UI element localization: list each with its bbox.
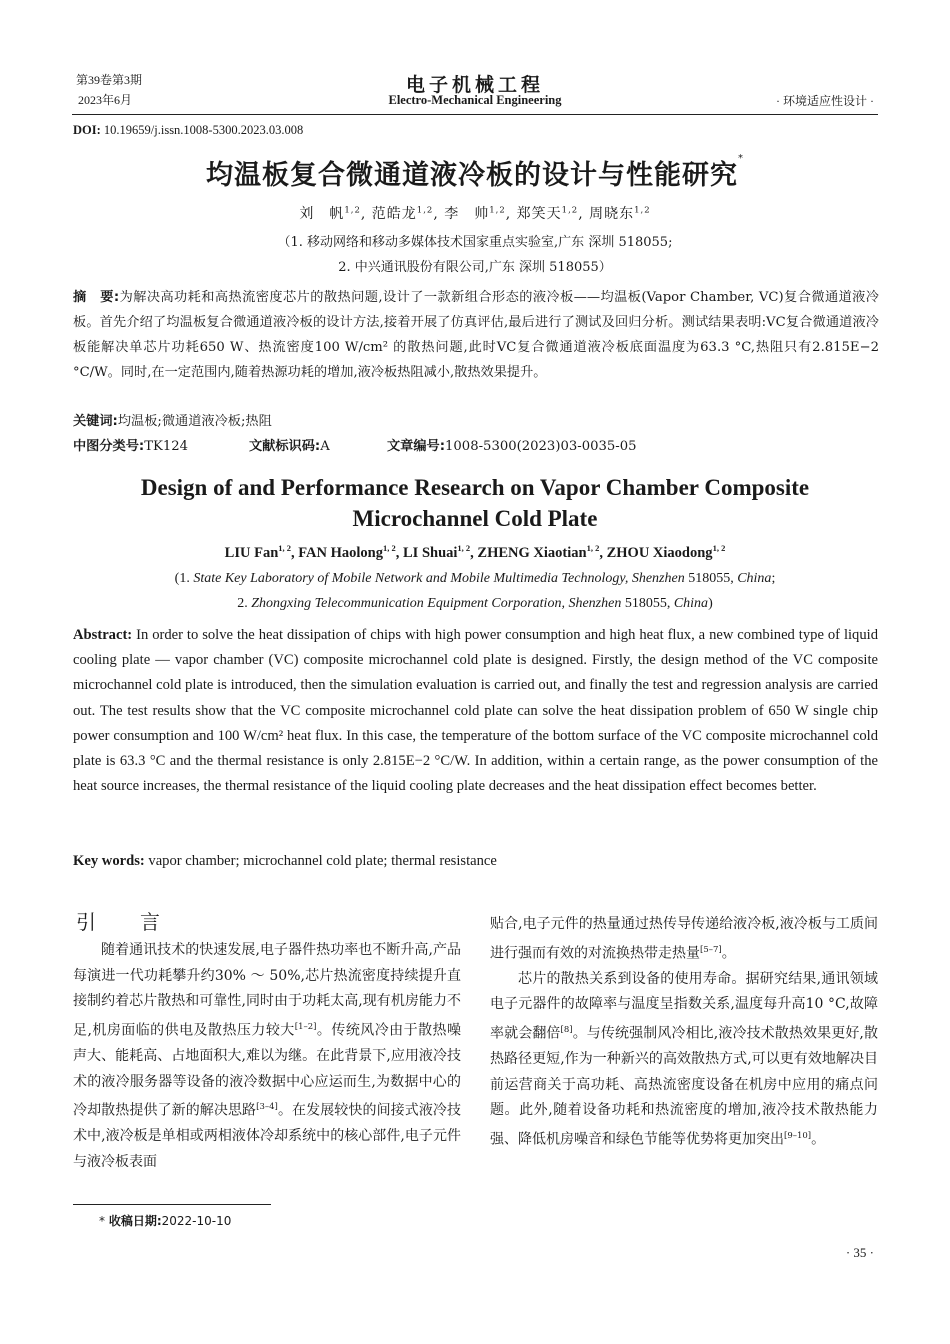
author-cn-aff: 1,2 (634, 205, 651, 216)
title-cn (0, 153, 950, 192)
author-en-aff: 1, 2 (586, 543, 600, 553)
author-en-aff: 1, 2 (383, 543, 396, 553)
doc-code (249, 436, 330, 458)
keywords-en (73, 849, 878, 874)
body-text: 。传统风冷由于散热噪声大、能耗高、占地面积大,难以为继。在此背景下,应用液冷技术的液冷服务器等设备的液冷数据中心应运而生,为数据中心的冷却散热提供了新的解决思路 (73, 1022, 462, 1119)
abstract-cn (73, 285, 879, 385)
header-rule (72, 114, 878, 115)
body-text: 芯片的散热关系到设备的使用寿命。据研究结果,通讯领域电子元器件的故障率与温度呈指数关系,温度每升高10 °C,故障率就会翻倍 (490, 970, 878, 1042)
keywords-en-text: vapor chamber; microchannel cold plate; thermal resistance (148, 853, 497, 869)
citation: [1–2] (294, 1021, 317, 1032)
author-en: LI Shuai (403, 544, 458, 561)
affiliation-en-2 (0, 591, 950, 616)
author-en-aff: 1, 2 (457, 543, 471, 553)
body-text: 。在发展较快的间接式液冷技术中,液冷板是单相或两相液体冷却系统中的核心部件,电子元件与液冷板表面 (73, 1102, 462, 1171)
doc-label: 文献标识码: (249, 439, 321, 454)
affil-en-open: (1. (174, 571, 194, 586)
body-text: 。与传统强制风冷相比,液冷技术散热效果更好,散热路径更短,作为一种新兴的高效散热方式,可以更有效地解决目前运营商关于高功耗、高热流密度设备在机房中应用的痛点问题。此外,随着设备功耗和热流密度的增加,液冷技术散热能力强、降低机房噪音和绿色节能等优势将更加突出 (490, 1025, 878, 1148)
footnote-label: 收稿日期: (108, 1214, 162, 1228)
abstract-cn-label: 摘 要: (73, 290, 120, 305)
author-en: ZHENG Xiaotian (477, 544, 587, 561)
affil-en-country-2: China (673, 596, 709, 611)
clc-label: 中图分类号: (73, 439, 145, 454)
author-en-aff: 1, 2 (712, 543, 726, 553)
body-text: 。 (721, 945, 736, 962)
authors-en: LIU Fan$^{1, 2}$, FAN Haolong$^{1, 2}$, LI Shuai$^{1, 2}$, ZHENG Xiaotian$^{1, 2}$, ZHOU Xiaodong$^{1, 2}$ (224, 543, 726, 561)
body-text: 。 (811, 1131, 826, 1148)
keywords-cn-text: 均温板;微通道液冷板;热阻 (117, 414, 272, 429)
affil-en-zip-1: 518055, (684, 571, 738, 586)
body-paragraph (490, 967, 878, 1153)
body-paragraph (73, 938, 461, 1176)
author-en-aff: 1, 2 (278, 543, 292, 553)
author-cn: 李 帅 (444, 206, 490, 222)
author-cn: 刘 帆 (299, 206, 345, 222)
abstract-en-text: In order to solve the heat dissipation of chips with high power consumption and high heat flux, a new combined type of liquid cooling plate — vapor chamber (VC) composite microchannel cold plate is designed. Firstly, the design method of the VC composite microchannel cold plate is introduced, then the simulation evaluation is carried out, and finally the test and regression analysis are carried out. The test results show that the VC composite microchannel cold plate can solve the heat dissipation problem of 650 W single chip power consumption and 100 W/cm² heat flux. In this case, the temperature of the bottom surface of the VC composite microchannel cold plate is 63.3 °C and the thermal resistance is only 2.815E−2 °C/W. In addition, within a certain range, as the power consumption of the heat source increases, the thermal resistance of the liquid cooling plate decreases and the heat dissipation effect becomes better. (73, 627, 878, 795)
clc-value: TK124 (144, 439, 189, 454)
author-cn: 范皓龙 (371, 206, 417, 222)
abstract-en (73, 623, 878, 799)
authors-cn: 刘 帆$^{1,2}$, 范皓龙$^{1,2}$, 李 帅$^{1,2}$, 郑笑天$^{1,2}$, 周晓东$^{1,2}$ (299, 205, 651, 222)
keywords-cn-label: 关键词: (73, 414, 118, 429)
title-en-line-2: Microchannel Cold Plate (352, 506, 598, 531)
title-cn-text: 均温板复合微通道液冷板的设计与性能研究 (206, 160, 738, 191)
affil-en-inst-1: State Key Laboratory of Mobile Network and Mobile Multimedia Technology, Shenzhen (193, 571, 685, 586)
body-left-column (73, 938, 461, 1176)
author-en: ZHOU Xiaodong (606, 544, 713, 561)
article-value: 1008-5300(2023)03-0035-05 (445, 439, 637, 454)
author-cn-aff: 1,2 (489, 205, 506, 216)
clc-code (73, 436, 188, 458)
footnote-mark: * (99, 1214, 105, 1228)
affiliation-cn-2: 2. 中兴通讯股份有限公司,广东 深圳 518055） (338, 260, 612, 275)
received-date: 2022-10-10 (161, 1214, 232, 1228)
column-label: · 环境适应性设计 · (776, 94, 874, 108)
author-cn: 郑笑天 (516, 206, 562, 222)
affil-en-zip-2: 518055, (621, 596, 674, 611)
affil-en-inst-2: Zhongxing Telecommunication Equipment Corporation, Shenzhen (251, 596, 622, 611)
title-cn-mark: * (738, 153, 744, 164)
body-text: 贴合,电子元件的热量通过热传导传递给液冷板,液冷板与工质间进行强而有效的对流换热带走热量 (490, 916, 878, 962)
section-heading: 引 言 (76, 910, 172, 934)
author-cn: 周晓东 (589, 206, 635, 222)
affil-en-sep: ; (771, 571, 776, 586)
affil-en-close: ) (708, 596, 713, 611)
author-cn-aff: 1,2 (416, 205, 434, 216)
doi-label: DOI: (73, 123, 101, 137)
article-number (387, 436, 637, 458)
affiliation-cn-1: （1. 移动网络和移动多媒体技术国家重点实验室,广东 深圳 518055; (277, 235, 673, 250)
citation: [9–10] (784, 1131, 812, 1142)
author-cn-aff: 1,2 (561, 205, 579, 216)
doi-value: 10.19659/j.issn.1008-5300.2023.03.008 (103, 123, 304, 137)
body-text: 随着通讯技术的快速发展,电子器件热功率也不断升高,产品每演进一代功耗攀升约30% ～ 50%,芯片热流密度持续提升直接制约着芯片散热和可靠性,同时由于功耗太高,现有机房能力不足,机房面临的供电及散热压力较大 (73, 942, 461, 1039)
footnote (99, 1212, 231, 1229)
citation: [3–4] (256, 1102, 278, 1113)
abstract-en-label: Abstract: (73, 627, 133, 643)
keywords-cn (73, 411, 272, 433)
title-en-line-1: Design of and Performance Research on Vapor Chamber Composite (140, 475, 810, 500)
citation: [8] (560, 1025, 573, 1036)
keywords-en-label: Key words: (73, 853, 145, 869)
footnote-rule (73, 1204, 271, 1205)
article-label: 文章编号: (387, 439, 446, 454)
affil-en-country-1: China (737, 571, 772, 586)
issue-date: 2023年6月 (78, 93, 133, 107)
author-cn-aff: 1,2 (344, 205, 361, 216)
doi (73, 123, 303, 138)
author-en: FAN Haolong (298, 544, 383, 561)
volume-label: 第39卷第3期 (76, 73, 143, 87)
body-right-column (490, 912, 878, 1153)
citation: [5–7] (700, 944, 722, 955)
doc-value: A (320, 439, 330, 454)
affil-en-num-2: 2. (237, 596, 252, 611)
journal-title-cn: 电子机械工程 (405, 74, 544, 96)
affiliation-en-1 (0, 566, 950, 591)
page-number: · 35 · (845, 1245, 874, 1260)
journal-title-en: Electro-Mechanical Engineering (388, 93, 562, 107)
author-en: LIU Fan (224, 544, 279, 561)
body-paragraph (490, 912, 878, 967)
abstract-cn-text: 为解决高功耗和高热流密度芯片的散热问题,设计了一款新组合形态的液冷板——均温板(Vapor Chamber, VC)复合微通道液冷板。首先介绍了均温板复合微通道液冷板的设计方法,接着开展了仿真评估,最后进行了测试及回归分析。测试结果表明:VC复合微通道液冷板能解决单芯片功耗650 W、热流密度100 W/cm² 的散热问题,此时VC复合微通道液冷板底面温度为63.3 °C,热阻只有2.815E−2 °C/W。同时,在一定范围内,随着热源功耗的增加,液冷板热阻减小,散热效果提升。 (73, 290, 879, 380)
